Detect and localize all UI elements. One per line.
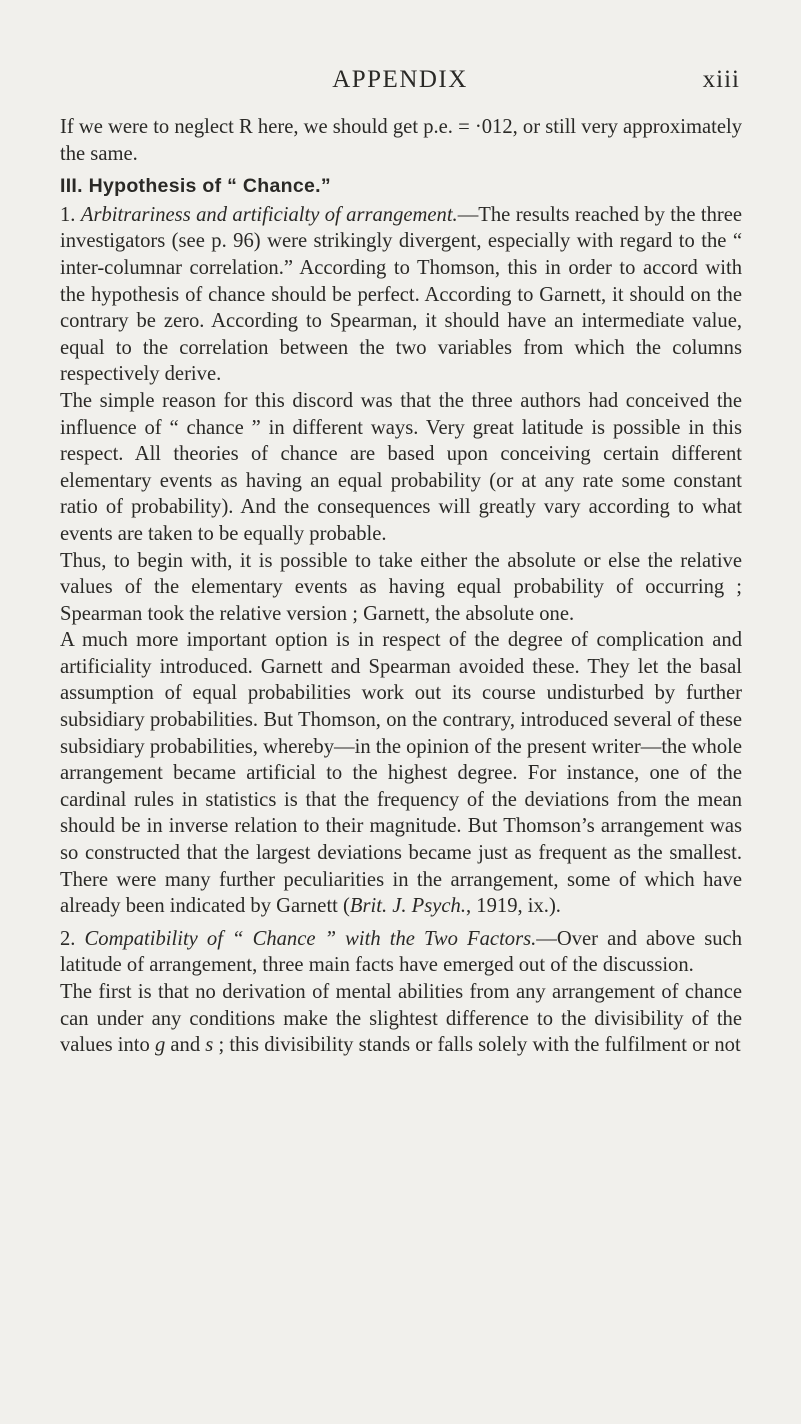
paragraph-compatibility-text: —Over and above such latitude of arrangement, three main facts have emerged out of the discussion. (60, 927, 742, 977)
symbol-s: s (205, 1034, 214, 1057)
paragraph-absolute-relative: Thus, to begin with, it is possible to take either the absolute or else the relative values of the elementary events as having equal probability of occurring ; Spearman took the relative version ; Garnett, the absolute one. (60, 549, 742, 625)
body-text (60, 114, 742, 1059)
paragraph-intro: If we were to neglect R here, we should get p.e. = ·012, or still very approximately the same. (60, 116, 742, 165)
citation-details: , 1919, ix.). (466, 895, 561, 918)
subsection-heading-arbitrariness: Arbitrariness and artificialty of arrangement. (80, 203, 458, 226)
paragraph-discord: The simple reason for this discord was that the three authors had conceived the influence of “ chance ” in different ways. Very great latitude is possible in this respect. All theories of chance are based upon conceiving certain different elementary events as having an equal probability (or at any rate some constant ratio of probability). And the consequences will greatly vary according to what events are taken to be equally probable. (60, 389, 742, 545)
paragraph-option-text: A much more important option is in respect of the degree of complication and artificiality introduced. Garnett and Spearman avoided these. They let the basal assumption of equal probabilities work out its course undisturbed by further subsidiary probabilities. But Thomson, on the contrary, introduced several of these subsidiary probabilities, whereby—in the opinion of the present writer—the whole arrangement became artificial to the highest degree. For instance, one of the cardinal rules in statistics is that the frequency of the deviations from the mean should be in inverse relation to their magnitude. But Thomson’s arrangement was so constructed that the largest deviations became just as frequent as the smallest. There were many further peculiarities in the arrangement, some of which have already been indicated by Garnett ( (60, 629, 742, 918)
paragraph-compatibility (60, 926, 742, 979)
header-title: APPENDIX (332, 66, 468, 93)
paragraph-first-fact-b: and (165, 1034, 206, 1057)
running-header (60, 66, 740, 102)
paragraph-arbitrariness-text: —The results reached by the three investigators (see p. 96) were strikingly divergent, especially with regard to the “ inter-columnar correlation.” According to Thomson, this in order to accord with the hypothesis of chance should be perfect. According to Garnett, it should on the contrary be zero. According to Spearman, it should have an intermediate value, equal to the correlation between the two variables from which the columns respectively derive. (60, 203, 743, 386)
paragraph-first-fact (60, 979, 742, 1059)
symbol-g: g (154, 1034, 166, 1057)
section-heading: III. Hypothesis of “ Chance.” (60, 175, 331, 198)
paragraph-first-fact-a: The first is that no derivation of mental abilities from any arrangement of chance can under any conditions make the slightest difference to the divisibility of the values into (60, 981, 742, 1057)
item-number-2: 2. (60, 927, 85, 950)
paragraph-option (60, 627, 742, 920)
subsection-heading-compatibility: Compatibility of “ Chance ” with the Two Factors. (84, 927, 537, 950)
citation-journal: Brit. J. Psych. (349, 895, 466, 918)
page-number: xiii (702, 66, 740, 93)
paragraph-arbitrariness (60, 202, 742, 388)
paragraph-first-fact-c: ; this divisibility stands or falls solely with the fulfilment or not (213, 1034, 741, 1057)
item-number-1: 1. (60, 203, 81, 226)
